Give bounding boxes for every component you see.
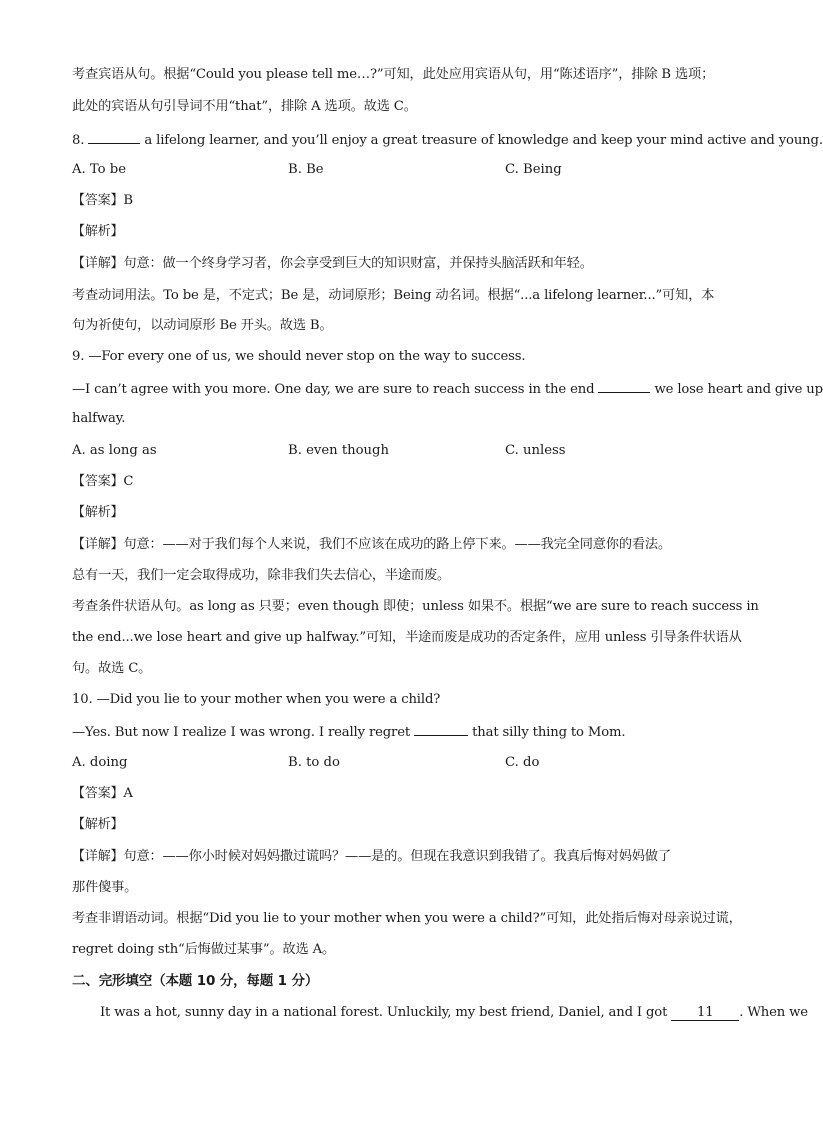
q8-answer-value: B	[123, 193, 133, 208]
q10-answer-blank	[414, 722, 468, 736]
answer-tag: 【答案】	[72, 786, 124, 801]
answer-tag: 【答案】	[72, 474, 124, 489]
q9-stem-text-b: we lose heart and give up	[654, 382, 823, 397]
q8-stem-text: a lifelong learner, and you’ll enjoy a great treasure of knowledge and keep your mind active and young.	[144, 133, 823, 148]
cloze-text-b: . When we	[739, 1005, 808, 1020]
q8-detail-text: 句意：做一个终身学习者，你会享受到巨大的知识财富，并保持头脑活跃和年轻。	[123, 256, 593, 271]
q9-option-a: A. as long as	[72, 443, 157, 458]
q8-analysis-tag: 【解析】	[72, 224, 124, 239]
q10-answer	[72, 785, 133, 803]
q10-stem-text-b: that silly thing to Mom.	[472, 725, 626, 740]
q10-answer-value: A	[123, 786, 133, 801]
q9-detail-text: 句意：——对于我们每个人来说，我们不应该在成功的路上停下来。——我完全同意你的看法。	[123, 537, 671, 552]
q10-stem-text-a: —Yes. But now I realize I was wrong. I really regret	[72, 725, 411, 740]
q8-explain-line2: 句为祈使句，以动词原形 Be 开头。故选 B。	[72, 318, 333, 333]
q10-option-b: B. to do	[288, 755, 340, 770]
detail-tag: 【详解】	[72, 849, 124, 864]
q10-option-a: A. doing	[72, 755, 128, 770]
detail-tag: 【详解】	[72, 537, 124, 552]
q7-explain-line2: 此处的宾语从句引导词不用“that”，排除 A 选项。故选 C。	[72, 99, 417, 114]
cloze-paragraph	[100, 1004, 808, 1022]
q10-detail	[72, 848, 671, 866]
q8-option-b: B. Be	[288, 162, 324, 177]
q8-explain-line1: 考查动词用法。To be 是，不定式；Be 是，动词原形；Being 动名词。根据“...a lifelong learner...”可知，本	[72, 288, 715, 303]
q8-stem	[72, 130, 823, 150]
answer-tag: 【答案】	[72, 193, 124, 208]
q8-option-a: A. To be	[72, 162, 127, 177]
q9-stem-line1: 9. —For every one of us, we should never stop on the way to success.	[72, 349, 526, 364]
q9-answer-value: C	[123, 474, 134, 489]
detail-tag: 【详解】	[72, 256, 124, 271]
q10-stem-line1: 10. —Did you lie to your mother when you were a child?	[72, 692, 441, 707]
q8-answer-blank	[88, 130, 140, 144]
q9-answer-blank	[598, 379, 650, 393]
q10-analysis-tag: 【解析】	[72, 817, 124, 832]
q8-option-c: C. Being	[505, 162, 562, 177]
q9-explain-line3: 句。故选 C。	[72, 661, 152, 676]
q8-answer	[72, 192, 133, 210]
q8-number: 8.	[72, 133, 85, 148]
q10-detail-line2: 那件傻事。	[72, 880, 138, 895]
q10-stem-line2	[72, 722, 625, 742]
q10-detail-text: 句意：——你小时候对妈妈撒过谎吗？——是的。但现在我意识到我错了。我真后悔对妈妈做了	[123, 849, 671, 864]
section-title: 二、完形填空（本题 10 分，每题 1 分）	[72, 973, 319, 989]
q9-option-b: B. even though	[288, 443, 389, 458]
cloze-text-a: It was a hot, sunny day in a national forest. Unluckily, my best friend, Daniel, and I got	[100, 1005, 668, 1020]
q9-stem-line2	[72, 379, 823, 399]
q9-answer	[72, 473, 133, 491]
q9-detail	[72, 536, 671, 554]
q9-option-c: C. unless	[505, 443, 566, 458]
q7-explain-line1: 考查宾语从句。根据“Could you please tell me…?”可知，此处应用宾语从句，用“陈述语序”，排除 B 选项；	[72, 67, 715, 82]
q10-explain-line1: 考查非谓语动词。根据“Did you lie to your mother when you were a child?”可知，此处指后悔对母亲说过谎，	[72, 911, 742, 926]
q9-stem-line3: halfway.	[72, 411, 126, 426]
q9-stem-text-a: —I can’t agree with you more. One day, we are sure to reach success in the end	[72, 382, 595, 397]
q10-explain-line2: regret doing sth“后悔做过某事”。故选 A。	[72, 942, 336, 957]
q9-explain-line2: the end...we lose heart and give up halfway.”可知，半途而废是成功的否定条件，应用 unless 引导条件状语从	[72, 630, 742, 645]
q9-detail-line2: 总有一天，我们一定会取得成功，除非我们失去信心，半途而废。	[72, 568, 451, 583]
q9-analysis-tag: 【解析】	[72, 505, 124, 520]
cloze-blank-11: 11	[671, 1005, 739, 1021]
q8-detail	[72, 255, 593, 273]
q9-explain-line1: 考查条件状语从句。as long as 只要；even though 即使；unless 如果不。根据“we are sure to reach success in	[72, 599, 759, 614]
q10-option-c: C. do	[505, 755, 540, 770]
